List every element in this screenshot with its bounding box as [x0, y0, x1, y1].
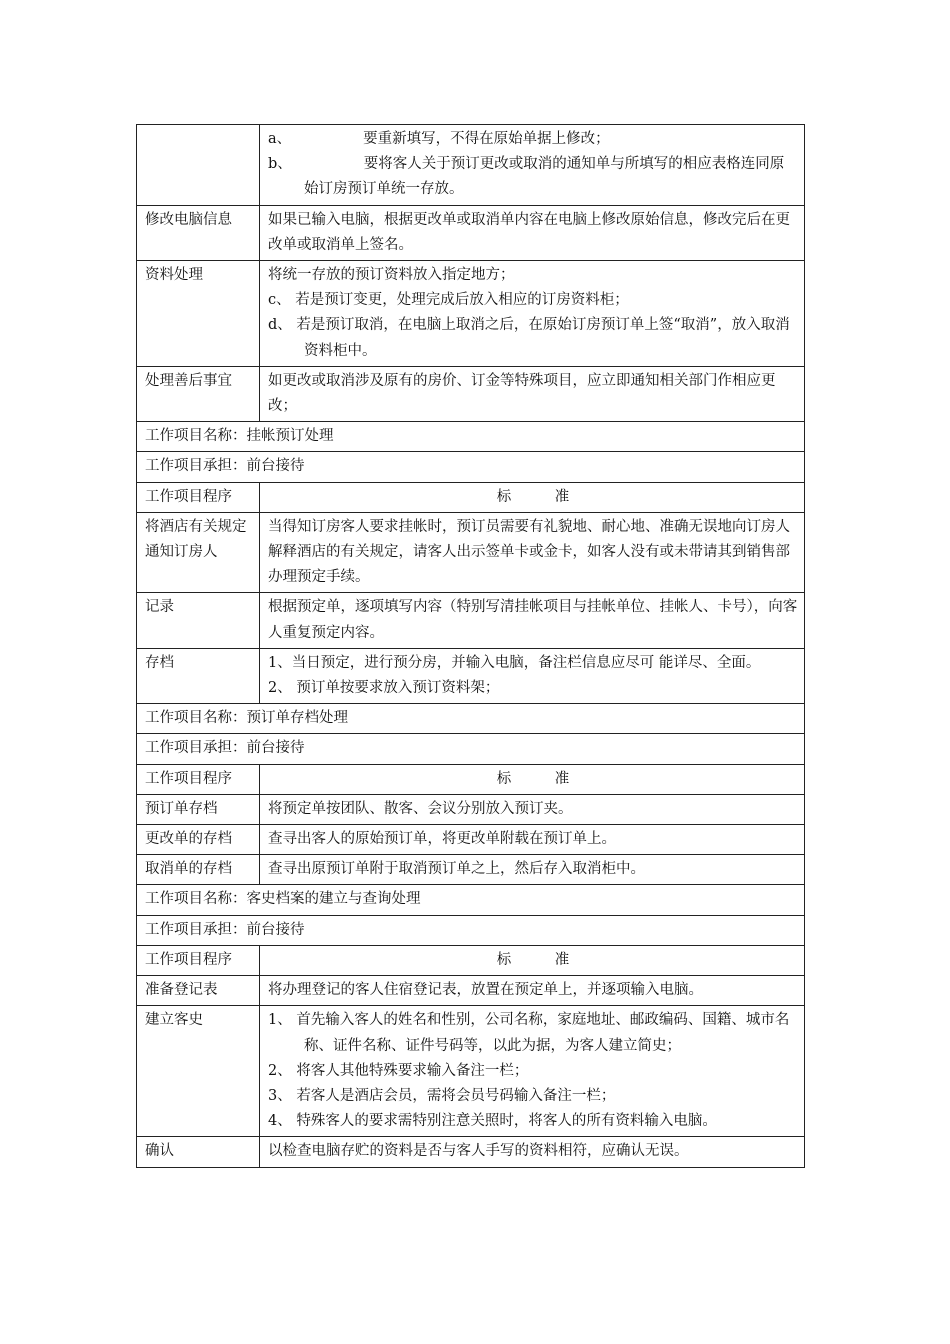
table-row — [137, 1137, 805, 1167]
section-title: 工作项目名称：挂帐预订处理 — [137, 422, 805, 452]
section-title-row — [137, 704, 805, 734]
row-label: 准备登记表 — [137, 976, 260, 1006]
row-label: 修改电脑信息 — [137, 205, 260, 260]
row-content: 将预定单按团队、散客、会议分别放入预订夹。 — [260, 794, 805, 824]
row-content: 根据预定单，逐项填写内容（特别写清挂帐项目与挂帐单位、挂帐人、卡号），向客人重复预定内容。 — [260, 593, 805, 648]
standard-header: 标准 — [260, 482, 805, 512]
row-content: 1、 首先输入客人的姓名和性别，公司名称，家庭地址、邮政编码、国籍、城市名称、证件名称、证件号码等，以此为据，为客人建立简史； 2、 将客人其他特殊要求输入备注一栏； 3、 若客人是酒店会员，需将会员号码输入备注一栏； 4、 特殊客人的要求需特别注意关照时，将客人的所有资料输入电脑。 — [260, 1006, 805, 1137]
table-row — [137, 125, 805, 206]
row-label: 确认 — [137, 1137, 260, 1167]
table-row — [137, 512, 805, 593]
table-row — [137, 593, 805, 648]
row-label: 资料处理 — [137, 261, 260, 367]
table-row — [137, 976, 805, 1006]
table-row — [137, 261, 805, 367]
table-row — [137, 1006, 805, 1137]
column-header-row — [137, 482, 805, 512]
column-header-row — [137, 945, 805, 975]
row-label: 建立客史 — [137, 1006, 260, 1137]
section-owner: 工作项目承担：前台接待 — [137, 915, 805, 945]
section-owner-row — [137, 452, 805, 482]
section-owner-row — [137, 734, 805, 764]
section-owner: 工作项目承担：前台接待 — [137, 452, 805, 482]
row-label: 将酒店有关规定通知订房人 — [137, 512, 260, 593]
row-label: 记录 — [137, 593, 260, 648]
row-content: 如果已输入电脑，根据更改单或取消单内容在电脑上修改原始信息，修改完后在更改单或取消单上签名。 — [260, 205, 805, 260]
row-content: 查寻出客人的原始预订单，将更改单附载在预订单上。 — [260, 825, 805, 855]
row-label: 处理善后事宜 — [137, 366, 260, 421]
column-header-row — [137, 764, 805, 794]
section-title-row — [137, 422, 805, 452]
row-label — [137, 125, 260, 206]
table-row — [137, 855, 805, 885]
section-owner-row — [137, 915, 805, 945]
section-owner: 工作项目承担：前台接待 — [137, 734, 805, 764]
row-content: 如更改或取消涉及原有的房价、订金等特殊项目，应立即通知相关部门作相应更改； — [260, 366, 805, 421]
row-label: 存档 — [137, 648, 260, 703]
row-content: 以检查电脑存贮的资料是否与客人手写的资料相符，应确认无误。 — [260, 1137, 805, 1167]
row-label: 更改单的存档 — [137, 825, 260, 855]
row-label: 预订单存档 — [137, 794, 260, 824]
row-content: a、 要重新填写，不得在原始单据上修改； b、 要将客人关于预订更改或取消的通知单与所填写的相应表格连同原始订房预订单统一存放。 — [260, 125, 805, 206]
row-content: 1、当日预定，进行预分房，并输入电脑，备注栏信息应尽可 能详尽、全面。 2、 预订单按要求放入预订资料架； — [260, 648, 805, 703]
row-content: 查寻出原预订单附于取消预订单之上，然后存入取消柜中。 — [260, 855, 805, 885]
procedure-header: 工作项目程序 — [137, 482, 260, 512]
section-title: 工作项目名称：预订单存档处理 — [137, 704, 805, 734]
row-content: 将办理登记的客人住宿登记表，放置在预定单上，并逐项输入电脑。 — [260, 976, 805, 1006]
procedure-header: 工作项目程序 — [137, 945, 260, 975]
table-row — [137, 794, 805, 824]
procedure-table — [136, 124, 805, 1168]
table-row — [137, 825, 805, 855]
standard-header: 标准 — [260, 945, 805, 975]
row-content: 将统一存放的预订资料放入指定地方； c、 若是预订变更，处理完成后放入相应的订房资料柜； d、 若是预订取消，在电脑上取消之后，在原始订房预订单上签“取消”，放入取消资料柜中。 — [260, 261, 805, 367]
procedure-header: 工作项目程序 — [137, 764, 260, 794]
row-label: 取消单的存档 — [137, 855, 260, 885]
section-title: 工作项目名称：客史档案的建立与查询处理 — [137, 885, 805, 915]
table-row — [137, 648, 805, 703]
row-content: 当得知订房客人要求挂帐时，预订员需要有礼貌地、耐心地、准确无误地向订房人解释酒店的有关规定，请客人出示签单卡或金卡，如客人没有或未带请其到销售部办理预定手续。 — [260, 512, 805, 593]
standard-header: 标准 — [260, 764, 805, 794]
section-title-row — [137, 885, 805, 915]
table-row — [137, 205, 805, 260]
table-row — [137, 366, 805, 421]
